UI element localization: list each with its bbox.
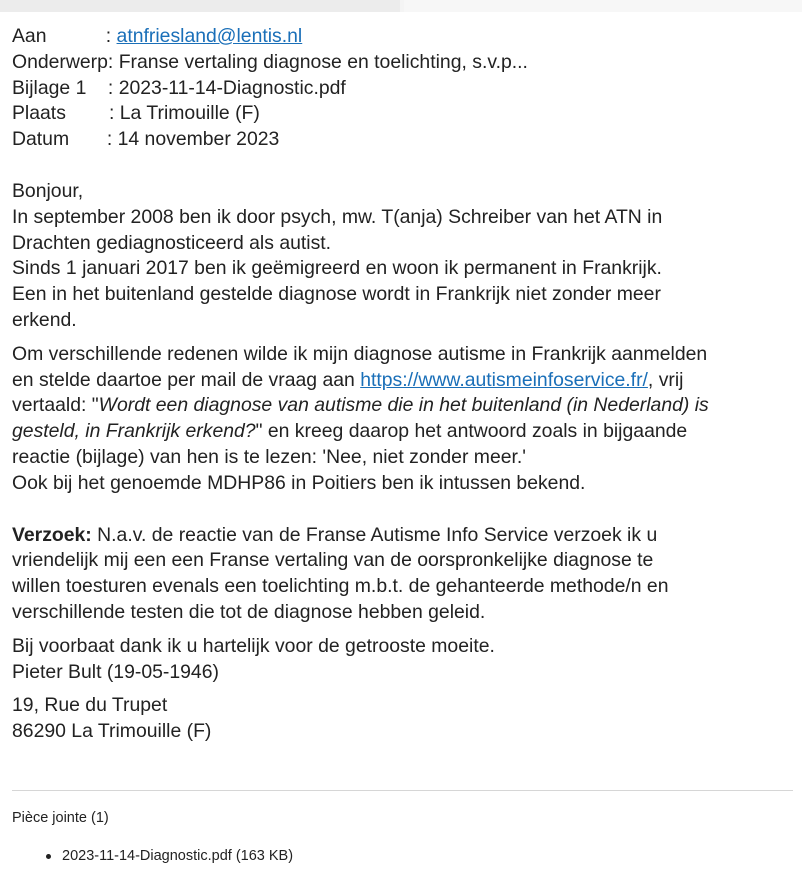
message-body-panel [0, 12, 802, 872]
text-span: en stelde daartoe per mail de vraag aan [12, 368, 361, 391]
spacer [12, 153, 797, 179]
attachment-label[interactable]: 2023-11-14-Diagnostic.pdf (163 KB) [62, 848, 294, 864]
paragraph-line: In september 2008 ben ik door psych, mw. T(anja) Schreiber van het ATN in [12, 205, 663, 228]
paragraph-line [12, 368, 797, 394]
paragraph-line [12, 419, 797, 445]
quoted-question: gesteld, in Frankrijk erkend? [12, 420, 256, 443]
paragraph-line: willen toesturen evenals een toelichting m.b.t. de gehanteerde methode/n en [12, 575, 669, 598]
paragraph-closing [12, 634, 797, 686]
spacer [12, 497, 797, 523]
spacer [12, 334, 797, 342]
header-subject-row: Onderwerp: Franse vertaling diagnose en toelichting, s.v.p... [12, 50, 528, 73]
header-place-row: Plaats : La Trimouille (F) [12, 102, 260, 125]
paragraph-line: Om verschillende redenen wilde ik mijn diagnose autisme in Frankrijk aanmelden [12, 342, 708, 365]
header-to-row [12, 24, 797, 50]
attachment-item[interactable] [44, 848, 293, 864]
paragraph-line: reactie (bijlage) van hen is te lezen: 'Nee, niet zonder meer.' [12, 445, 526, 468]
attachments-divider [12, 790, 793, 791]
header-attachment-row: Bijlage 1 : 2023-11-14-Diagnostic.pdf [12, 76, 346, 99]
paragraph-line: Drachten gediagnosticeerd als autist. [12, 231, 332, 254]
message-content [12, 24, 797, 745]
paragraph-line: Sinds 1 januari 2017 ben ik geëmigreerd en woon ik permanent in Frankrijk. [12, 257, 662, 280]
paragraph-line: vriendelijk mij een een Franse vertaling van de oorspronkelijke diagnose te [12, 549, 654, 572]
paragraph-line [12, 523, 797, 549]
header-date-row: Datum : 14 november 2023 [12, 128, 280, 151]
text-span: " en kreeg daarop het antwoord zoals in bijgaande [255, 420, 688, 443]
paragraph-line: verschillende testen die tot de diagnose hebben geleid. [12, 600, 486, 623]
paragraph-intro [12, 205, 797, 334]
bullet-icon [46, 854, 51, 859]
paragraph-line [12, 393, 797, 419]
attachments-title: Pièce jointe (1) [12, 810, 109, 826]
postal-address [12, 693, 797, 745]
paragraph-context [12, 342, 797, 497]
paragraph-request [12, 523, 797, 626]
text-span: vertaald: " [12, 394, 99, 417]
quoted-question: Wordt een diagnose van autisme die in het buitenland (in Nederland) is [98, 394, 709, 417]
spacer [12, 685, 797, 693]
address-line: 86290 La Trimouille (F) [12, 720, 212, 743]
autisme-info-service-link[interactable]: https://www.autismeinfoservice.fr/ [360, 368, 648, 391]
header-to-label: Aan : [12, 25, 117, 47]
text-span: N.a.v. de reactie van de Franse Autisme Info Service verzoek ik u [91, 523, 658, 546]
thanks-line: Bij voorbaat dank ik u hartelijk voor de getrooste moeite. [12, 634, 495, 657]
toolbar-segment [404, 0, 802, 12]
request-label: Verzoek: [12, 523, 92, 546]
spacer [12, 626, 797, 634]
signature: Pieter Bult (19-05-1946) [12, 660, 219, 683]
greeting: Bonjour, [12, 179, 84, 202]
paragraph-line: erkend. [12, 308, 77, 331]
text-span: , vrij [647, 368, 684, 391]
toolbar-segment [0, 0, 400, 12]
top-toolbar-strip [0, 0, 802, 12]
paragraph-line: Ook bij het genoemde MDHP86 in Poitiers ben ik intussen bekend. [12, 471, 586, 494]
recipient-email-link[interactable]: atnfriesland@lentis.nl [116, 25, 303, 47]
address-line: 19, Rue du Trupet [12, 694, 168, 717]
attachments-list [44, 848, 293, 864]
paragraph-line: Een in het buitenland gestelde diagnose wordt in Frankrijk niet zonder meer [12, 283, 661, 306]
